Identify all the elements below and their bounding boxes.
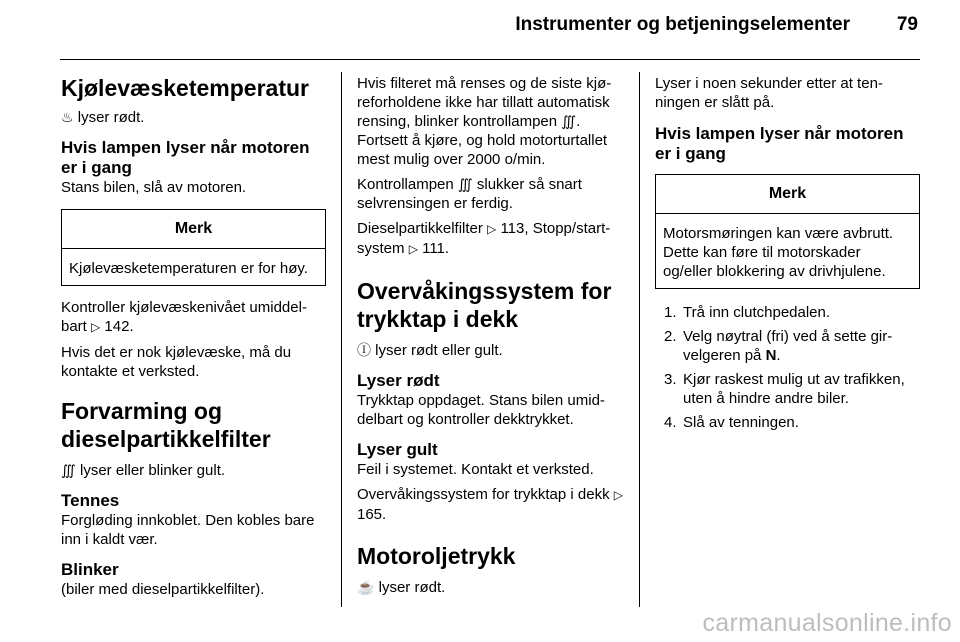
reference-arrow-icon: ▷	[487, 222, 497, 236]
dpf-text: Dieselpartikkelfilter	[357, 220, 488, 237]
note-text: Kjølevæsketemperaturen er for høy.	[69, 260, 308, 277]
page-number: 79	[896, 14, 918, 35]
dpf-paragraph	[357, 219, 627, 259]
lamp-text: Kontrollampen	[357, 176, 458, 193]
tpms-ref-paragraph	[357, 485, 627, 524]
coolant-text: lyser rødt.	[73, 109, 145, 126]
tire-pressure-icon: Ⓘ	[357, 342, 371, 358]
step-number: 1.	[664, 304, 677, 321]
heading-flash: Blinker	[61, 560, 119, 579]
steps-list	[655, 303, 920, 432]
filter-text-end: . Fortsett å kjøre, og hold motorturtallet mest mulig over 2000 o/min.	[357, 113, 608, 168]
column-1	[61, 74, 326, 599]
header-rule	[60, 59, 920, 60]
dpf-ref-2: 111.	[422, 240, 450, 257]
list-item	[655, 327, 920, 365]
heading-yellow: Lyser gult	[357, 440, 438, 459]
glow-plug-icon: ∭	[61, 462, 76, 478]
gear-neutral-label: N	[765, 347, 777, 364]
intro-text: Lyser i noen sekunder etter at tenningen er slått på.	[655, 75, 883, 111]
reference-arrow-icon: ▷	[408, 242, 418, 256]
column-divider	[639, 72, 640, 607]
filter-paragraph	[357, 74, 627, 169]
heading-running: Hvis lampen lyser når motoren er i gang	[61, 138, 310, 177]
step-text: Slå av tenningen.	[683, 414, 799, 431]
glow-plug-icon: ∭	[457, 176, 473, 192]
note-box	[61, 209, 326, 286]
on-text: Forgløding innkoblet. Den kobles bare inn i kaldt vær.	[61, 512, 315, 548]
filter-text: Hvis filteret må renses og de siste kjøreforholdene ikke har tillatt automatisk rensing, blinker kontrollampen	[357, 75, 612, 130]
note-box	[655, 174, 920, 289]
tpms-ref-text: Overvåkingssystem for trykktap i dekk	[357, 486, 614, 503]
tpms-text: lyser rødt eller gult.	[371, 342, 503, 359]
lamp-paragraph	[357, 175, 627, 213]
tpms-ref: 165.	[357, 506, 387, 523]
flash-text: (biler med dieselpartikkelfilter).	[61, 581, 265, 598]
header-title: Instrumenter og betjeningselementer	[515, 14, 850, 35]
step-text-end: .	[776, 347, 781, 364]
column-divider	[341, 72, 342, 607]
heading-on: Tennes	[61, 491, 120, 510]
check-paragraph	[61, 298, 326, 337]
step-number: 4.	[664, 414, 677, 431]
glow-plug-icon: ∭	[561, 113, 577, 129]
oil-pressure-icon: ☕	[357, 579, 375, 595]
heading-tpms: Overvåkingssystem for trykktap i dekk	[357, 278, 612, 332]
check-ref: 142.	[104, 318, 134, 335]
dpf-ref: 113, Stopp/start-system	[357, 220, 611, 257]
red-text: Trykktap oppdaget. Stans bilen umiddelbart og kontroller dekktrykket.	[357, 392, 605, 428]
oil-text: lyser rødt.	[374, 579, 446, 596]
heading-running: Hvis lampen lyser når motoren er i gang	[655, 124, 904, 163]
check-text: Kontroller kjølevæskenivået umiddelbart	[61, 299, 307, 335]
list-item	[655, 303, 920, 322]
column-2	[357, 74, 627, 597]
step-text: Velg nøytral (fri) ved å sette girvelgeren på	[683, 328, 893, 364]
reference-arrow-icon: ▷	[613, 488, 623, 502]
step-number: 2.	[664, 328, 677, 345]
note-text: Motorsmøringen kan være avbrutt. Dette kan føre til motorskader og/eller blokkering av drivhjulene.	[663, 225, 894, 280]
reference-arrow-icon: ▷	[91, 320, 101, 334]
watermark: carmanualsonline.info	[702, 609, 952, 637]
step-number: 3.	[664, 371, 677, 388]
coolant-temp-icon: ♨	[61, 109, 74, 125]
heading-oil: Motoroljetrykk	[357, 543, 516, 569]
preheat-text: lyser eller blinker gult.	[75, 462, 226, 479]
heading-red: Lyser rødt	[357, 371, 440, 390]
yellow-text: Feil i systemet. Kontakt et verksted.	[357, 461, 594, 478]
note-title: Merk	[62, 210, 325, 249]
running-text: Stans bilen, slå av motoren.	[61, 179, 247, 196]
lamp-text-end: slukker så snart selvrensingen er ferdig.	[357, 176, 582, 212]
column-3	[655, 74, 920, 432]
list-item	[655, 413, 920, 432]
note-title: Merk	[656, 175, 919, 214]
step-text: Trå inn clutchpedalen.	[683, 304, 831, 321]
enough-text: Hvis det er nok kjølevæske, må du kontakte et verksted.	[61, 344, 292, 380]
heading-coolant-temp: Kjølevæsketemperatur	[61, 75, 309, 101]
heading-preheat: Forvarming og dieselpartikkelfilter	[61, 398, 271, 452]
step-text: Kjør raskest mulig ut av trafikken, uten å hindre andre biler.	[683, 371, 905, 407]
list-item	[655, 370, 920, 408]
